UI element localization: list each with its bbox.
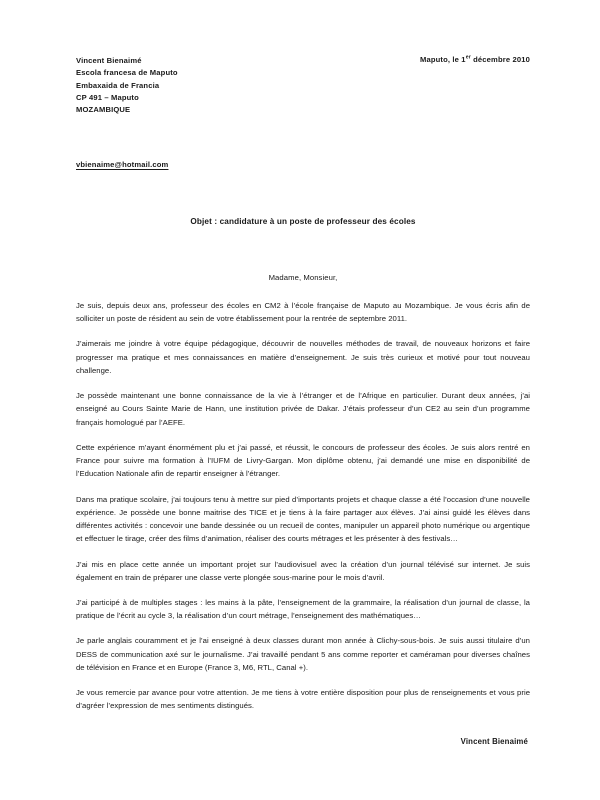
place-date-prefix: le 1 [452,55,466,64]
sender-postal-code: CP 491 – Maputo [76,92,139,102]
body-paragraph: Dans ma pratique scolaire, j’ai toujours tenu à mettre sur pied d’importants projets et chaque classe a été l’occasion d’une nouvelle expérience. Je possède une bonne maitrise des TICE et je tiens à la faire partager aux élèves. J’ai ainsi guidé les élèves dans différentes activités : concevoir une bande dessinée ou un recueil de contes, manipuler un appareil photo numérique ou argentique et effectuer le tirage, créer des films d’animation, réaliser des courts métrages et les présenter à des festivals… [76,494,530,544]
letter-subject: Objet : candidature à un poste de professeur des écoles [190,217,416,226]
body-paragraph: J’ai participé à de multiples stages : les mains à la pâte, l’enseignement de la grammaire, la réalisation d’un journal de classe, la pratique de l’écrit au cycle 3, la réalisation d’un court métrage, l’enseignement des mathématiques… [76,597,530,621]
body-paragraph: Cette expérience m’ayant énormément plu et j’ai passé, et réussit, le concours de professeur des écoles. Je suis alors rentré en France pour suivre ma formation à l’IUFM de Livry-Gargan. Mon diplôme obtenu, j’ai demandé une mise en disponibilité de l’Education Nationale afin de repartir enseigner à l’étranger. [76,442,530,479]
sender-name: Vincent Bienaimé [76,56,142,65]
letter-salutation: Madame, Monsieur, [268,273,338,282]
body-paragraph: J’aimerais me joindre à votre équipe pédagogique, découvrir de nouvelles méthodes de travail, de nouveaux horizons et faire progresser ma pratique et mes connaissances en matière d’enseignement. Je suis très curieux et motivé pour tout nouveau challenge. [76,339,530,375]
sender-email-row [76,160,530,169]
body-paragraph: Je vous remercie par avance pour votre attention. Je me tiens à votre entière disposition pour plus de renseignements et vous prie d’agréer l’expression de mes sentiments distingués. [76,688,530,711]
letter-body [76,299,530,713]
place-and-date [420,55,530,64]
body-paragraph: Je suis, depuis deux ans, professeur des écoles en CM2 à l’école française de Maputo au Mozambique. Je vous écris afin de solliciter un poste de résident au sein de votre établissement pour la rentrée de septembre 2011. [76,301,530,324]
body-paragraph: Je parle anglais couramment et je l’ai enseigné à deux classes durant mon année à Clichy-sous-bois. Je suis aussi titulaire d’un DESS de communication axé sur le journalisme. J’ai travaillé pendant 5 ans comme reporter et caméraman pour diverses chaînes de télévision en France et en Europe (France 3, M6, RTL, Canal +). [76,636,530,672]
sender-email-link[interactable]: vbienaime@hotmail.com [76,160,169,169]
place-date-rest: décembre 2010 [470,55,530,64]
sender-country: MOZAMBIQUE [76,105,131,115]
sender-school: Escola francesa de Maputo [76,68,178,78]
place-date-place: Maputo, [419,55,453,64]
letter-header [76,55,530,147]
body-paragraph: J’ai mis en place cette année un important projet sur l’audiovisuel avec la création d’un journal télévisé sur internet. Je suis également en train de préparer une classe verte plongée sous-marine pour le mois d’avril. [76,559,530,582]
letter-signature: Vincent Bienaimé [460,736,528,746]
place-date-ordinal-suffix: er [465,54,471,61]
sender-institution: Embaxaida de Francia [76,80,160,90]
sender-address-block [76,55,530,116]
body-paragraph: Je possède maintenant une bonne connaissance de la vie à l’étranger et de l’Afrique en particulier. Durant deux années, j’ai enseigné au Cours Sainte Marie de Hann, une institution privée de Dakar. J’étais professeur d’un CE2 au sein d’un programme français homologué par l’AEFE. [76,391,530,427]
